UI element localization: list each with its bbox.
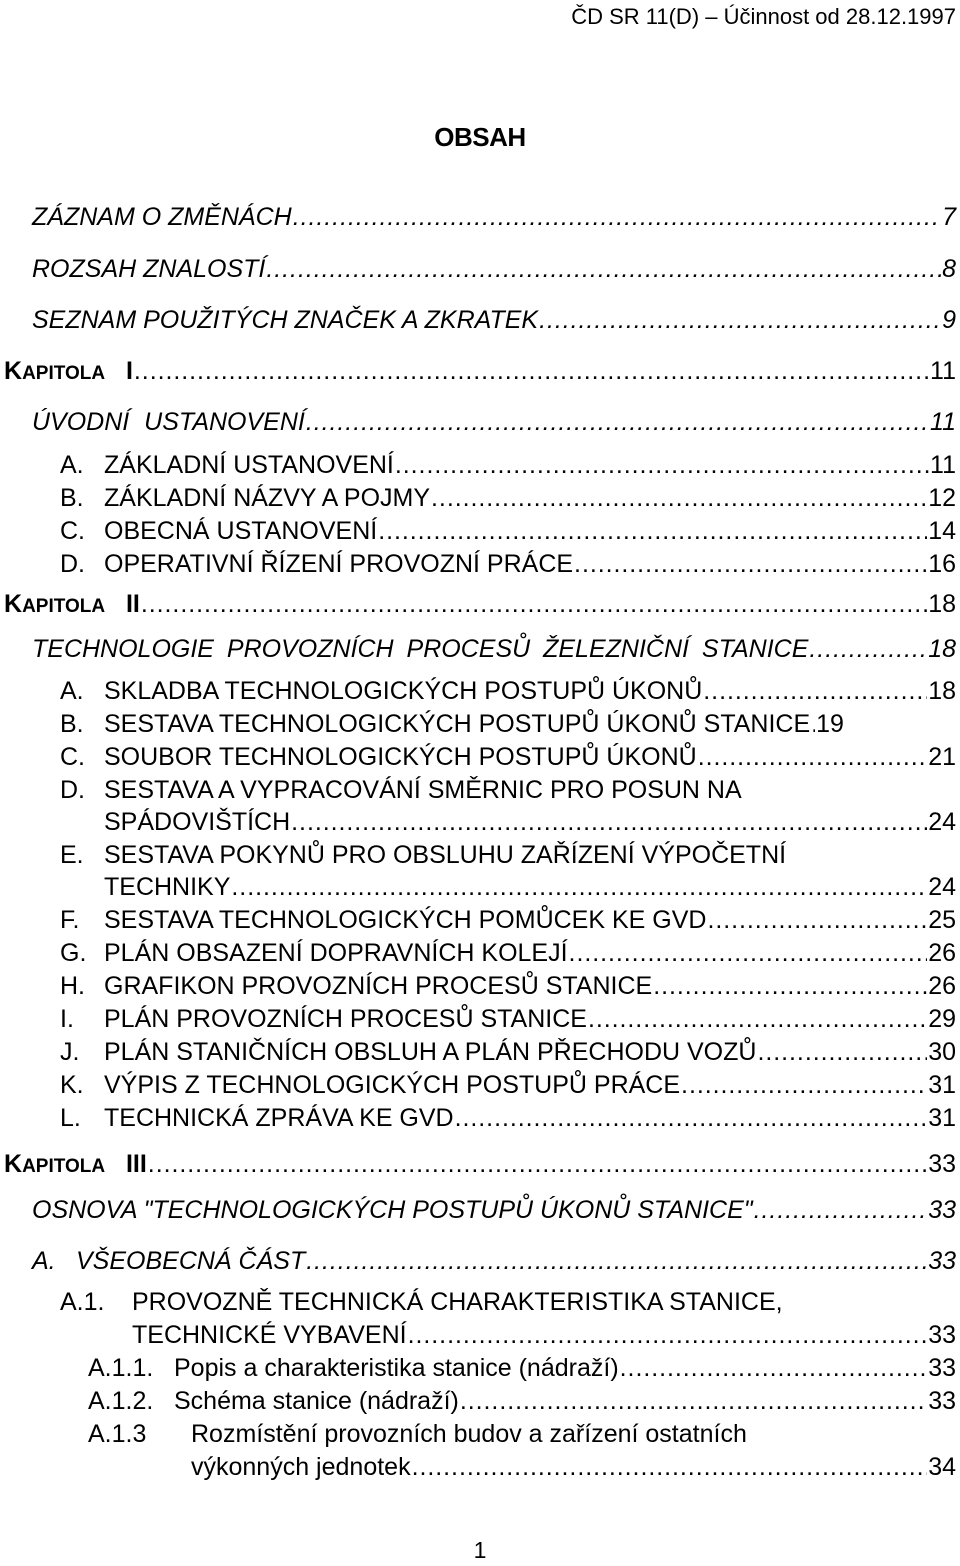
leader-dots — [574, 547, 927, 581]
toc-entry-page: 33 — [928, 1354, 956, 1382]
toc-entry-page: 29 — [928, 1005, 956, 1033]
page-title: OBSAH — [434, 122, 526, 152]
leader-dots — [378, 514, 927, 548]
toc-entry-number: B. — [60, 484, 84, 512]
toc-entry-page: 33 — [928, 1196, 956, 1224]
toc-entry-number: H. — [60, 972, 85, 1000]
toc-entry-number: C. — [60, 517, 85, 545]
toc-entry-page: 14 — [928, 517, 956, 545]
toc-entry-label: Popis a charakteristika stanice (nádraží) — [174, 1354, 619, 1382]
toc-entry-page: 33 — [928, 1321, 956, 1349]
toc-entry-number: A. — [60, 451, 84, 479]
toc-chapter-entry — [0, 587, 960, 621]
leader-dots — [539, 303, 941, 337]
toc-entry-number: A. — [60, 677, 84, 705]
toc-entry-label: OPERATIVNÍ ŘÍZENÍ PROVOZNÍ PRÁCE — [104, 550, 574, 578]
toc-entry-number: D. — [60, 776, 85, 804]
toc-entry-number: D. — [60, 550, 85, 578]
leader-dots — [757, 1035, 927, 1069]
toc-entry-number: C. — [60, 743, 85, 771]
toc-entry-label: ZÁZNAM O ZMĚNÁCH — [32, 203, 292, 231]
toc-entry-page: 26 — [928, 972, 956, 1000]
toc-entry-label: SESTAVA TECHNOLOGICKÝCH POMŮCEK KE GVD — [104, 906, 707, 934]
toc-entry-page: 33 — [928, 1387, 956, 1415]
toc-entry-number: L. — [60, 1104, 81, 1132]
toc-entry-number: A.1.3 — [88, 1420, 147, 1448]
toc-entry-label: Rozmístění provozních budov a zařízení ostatních — [191, 1420, 747, 1448]
toc-entry-page: 31 — [928, 1071, 956, 1099]
toc-entry-label: PLÁN PROVOZNÍCH PROCESŮ STANICE — [104, 1005, 587, 1033]
leader-dots — [306, 405, 929, 439]
toc-entry-label: TECHNOLOGIE PROVOZNÍCH PROCESŮ ŽELEZNIČNÍ STANICE — [32, 635, 809, 663]
toc-entry-label: ZÁKLADNÍ USTANOVENÍ — [104, 451, 394, 479]
leader-dots — [412, 1450, 928, 1484]
toc-entry-label: SESTAVA POKYNŮ PRO OBSLUHU ZAŘÍZENÍ VÝPOČETNÍ — [104, 841, 787, 869]
toc-entry-number: G. — [60, 939, 87, 967]
leader-dots — [395, 448, 929, 482]
toc-entry — [0, 252, 960, 286]
toc-entry — [0, 1244, 960, 1278]
toc-entry-label: PLÁN OBSAZENÍ DOPRAVNÍCH KOLEJÍ — [104, 939, 568, 967]
toc-entry-page: 24 — [928, 808, 956, 836]
leader-dots — [460, 1384, 927, 1418]
leader-dots — [231, 870, 927, 904]
toc-entry — [0, 936, 960, 970]
toc-entry-number: A. — [32, 1247, 56, 1275]
toc-entry-page: 9 — [942, 306, 956, 334]
toc-entry-label: PLÁN STANIČNÍCH OBSLUH A PLÁN PŘECHODU VOZŮ — [104, 1038, 757, 1066]
leader-dots — [266, 252, 941, 286]
toc-entry — [0, 200, 960, 234]
toc-entry-label: OBECNÁ USTANOVENÍ — [104, 517, 378, 545]
toc-entry-page: 33 — [928, 1247, 956, 1275]
toc-entry-page: 19 — [816, 710, 844, 738]
toc-entry-number: I. — [60, 1005, 74, 1033]
toc-entry-label: ROZSAH ZNALOSTÍ — [32, 255, 266, 283]
toc-entry — [0, 1450, 960, 1484]
toc-entry-page: 11 — [930, 357, 956, 385]
toc-entry-first-line — [88, 1417, 747, 1451]
toc-entry-label-continued: TECHNIKY — [104, 873, 231, 901]
toc-entry — [0, 1193, 960, 1227]
toc-entry-page: 18 — [928, 677, 956, 705]
toc-entry-page: 31 — [928, 1104, 956, 1132]
toc-entry — [0, 547, 960, 581]
toc-entry-label: VŠEOBECNÁ ČÁST — [76, 1247, 306, 1275]
toc-entry — [0, 903, 960, 937]
toc-entry-first-line — [60, 1285, 783, 1319]
toc-entry — [0, 674, 960, 708]
leader-dots — [754, 1193, 928, 1227]
toc-entry — [0, 1351, 960, 1385]
leader-dots — [148, 1147, 927, 1181]
toc-entry — [0, 1318, 960, 1352]
toc-entry-number: A.1. — [60, 1288, 105, 1316]
leader-dots — [306, 1244, 927, 1278]
toc-chapter-label: KAPITOLA I — [4, 357, 133, 385]
toc-entry-number: K. — [60, 1071, 84, 1099]
toc-entry — [0, 1068, 960, 1102]
leader-dots — [809, 632, 927, 666]
toc-entry — [0, 870, 960, 904]
toc-entry — [0, 1101, 960, 1135]
toc-entry-label-continued: TECHNICKÉ VYBAVENÍ — [132, 1321, 407, 1349]
toc-entry-page: 21 — [928, 743, 956, 771]
toc-entry-number: F. — [60, 906, 80, 934]
toc-entry — [0, 1002, 960, 1036]
leader-dots — [293, 200, 941, 234]
toc-entry-page: 18 — [928, 635, 956, 663]
toc-entry — [0, 448, 960, 482]
leader-dots — [653, 969, 927, 1003]
toc-chapter-label: KAPITOLA II — [4, 590, 140, 618]
leader-dots — [134, 354, 929, 388]
toc-entry — [0, 805, 960, 839]
toc-entry — [0, 303, 960, 337]
leader-dots — [431, 481, 927, 515]
toc-entry-page: 8 — [942, 255, 956, 283]
toc-entry-page: 11 — [930, 408, 956, 436]
toc-entry-page: 34 — [928, 1453, 956, 1481]
toc-chapter-label: KAPITOLA III — [4, 1150, 147, 1178]
toc-entry — [0, 707, 960, 741]
leader-dots — [698, 740, 928, 774]
toc-entry-first-line — [60, 838, 786, 872]
leader-dots — [141, 587, 927, 621]
toc-entry-label: OSNOVA "TECHNOLOGICKÝCH POSTUPŮ ÚKONŮ STANICE" — [32, 1196, 753, 1224]
leader-dots — [569, 936, 928, 970]
toc-entry-label-continued: výkonných jednotek — [191, 1453, 411, 1481]
toc-entry — [0, 514, 960, 548]
leader-dots — [703, 674, 927, 708]
toc-entry-label: ZÁKLADNÍ NÁZVY A POJMY — [104, 484, 431, 512]
toc-entry-label: VÝPIS Z TECHNOLOGICKÝCH POSTUPŮ PRÁCE — [104, 1071, 681, 1099]
toc-entry-page: 12 — [928, 484, 956, 512]
toc-entry-label: TECHNICKÁ ZPRÁVA KE GVD — [104, 1104, 454, 1132]
toc-entry-page: 33 — [928, 1150, 956, 1178]
toc-entry-label: PROVOZNĚ TECHNICKÁ CHARAKTERISTIKA STANICE, — [132, 1288, 783, 1316]
leader-dots — [455, 1101, 928, 1135]
toc-entry-number: A.1.2. — [88, 1387, 154, 1415]
page-number: 1 — [473, 1537, 487, 1563]
toc-entry-page: 16 — [928, 550, 956, 578]
leader-dots — [811, 707, 815, 741]
toc-entry-page: 25 — [928, 906, 956, 934]
toc-entry-label: Schéma stanice (nádraží) — [174, 1387, 459, 1415]
toc-entry-label-continued: SPÁDOVIŠTÍCH — [104, 808, 291, 836]
toc-entry-page: 7 — [942, 203, 956, 231]
toc-entry — [0, 1035, 960, 1069]
toc-entry — [0, 405, 960, 439]
toc-entry — [0, 481, 960, 515]
toc-entry-label: SESTAVA TECHNOLOGICKÝCH POSTUPŮ ÚKONŮ STANICE — [104, 710, 811, 738]
toc-entry-page: 18 — [928, 590, 956, 618]
toc-entry-label: SKLADBA TECHNOLOGICKÝCH POSTUPŮ ÚKONŮ — [104, 677, 703, 705]
leader-dots — [588, 1002, 927, 1036]
toc-entry-number: B. — [60, 710, 84, 738]
toc-entry-label: ÚVODNÍ USTANOVENÍ — [32, 408, 305, 436]
toc-entry-page: 30 — [928, 1038, 956, 1066]
toc-entry-number: E. — [60, 841, 84, 869]
leader-dots — [620, 1351, 928, 1385]
toc-entry-page: 24 — [928, 873, 956, 901]
toc-entry-label: GRAFIKON PROVOZNÍCH PROCESŮ STANICE — [104, 972, 653, 1000]
toc-entry — [0, 1384, 960, 1418]
toc-entry-number: J. — [60, 1038, 80, 1066]
toc-chapter-entry — [0, 354, 960, 388]
toc-entry — [0, 740, 960, 774]
toc-entry-label: SEZNAM POUŽITÝCH ZNAČEK A ZKRATEK — [32, 306, 539, 334]
toc-entry-label: SESTAVA A VYPRACOVÁNÍ SMĚRNIC PRO POSUN NA — [104, 776, 742, 804]
leader-dots — [291, 805, 927, 839]
toc-entry — [0, 969, 960, 1003]
toc-entry-label: SOUBOR TECHNOLOGICKÝCH POSTUPŮ ÚKONŮ — [104, 743, 697, 771]
leader-dots — [681, 1068, 927, 1102]
leader-dots — [707, 903, 927, 937]
document-header: ČD SR 11(D) – Účinnost od 28.12.1997 — [571, 4, 956, 29]
toc-chapter-entry — [0, 1147, 960, 1181]
toc-entry-number: A.1.1. — [88, 1354, 154, 1382]
leader-dots — [408, 1318, 928, 1352]
toc-entry-first-line — [60, 773, 742, 807]
toc-entry — [0, 632, 960, 666]
toc-entry-page: 11 — [930, 451, 956, 479]
toc-entry-page: 26 — [928, 939, 956, 967]
